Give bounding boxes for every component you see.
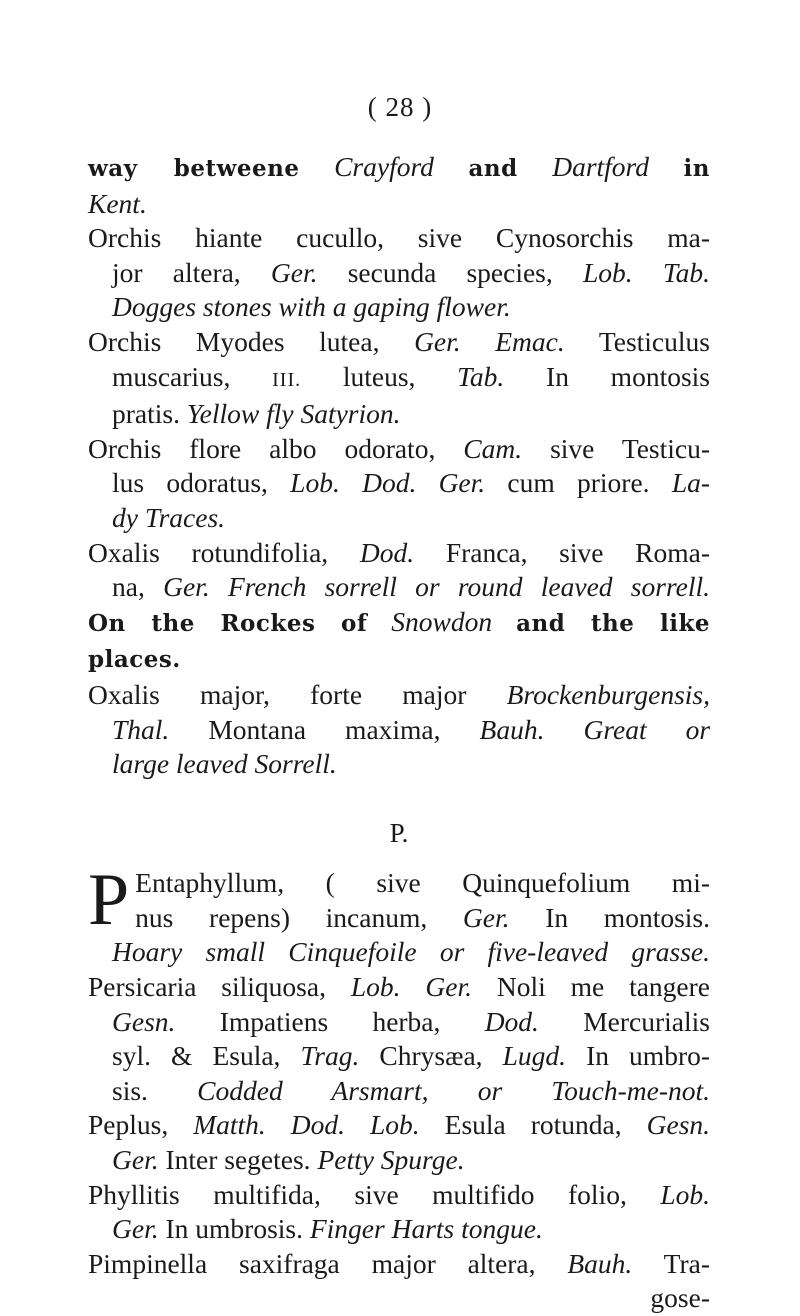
text-line: places. <box>88 646 181 674</box>
section-heading: P. <box>389 817 409 848</box>
page-number: ( 28 ) <box>367 92 433 122</box>
text-line: Dogges stones with a gaping flower. <box>112 291 511 323</box>
text-line: way betweene Crayford and Dartford in <box>88 151 710 182</box>
page-text <box>88 150 710 1316</box>
catchword: gose- <box>650 1282 710 1314</box>
text-line: Ger. In umbrosis. Finger Harts tongue. <box>112 1213 543 1245</box>
text-line: Entaphyllum, ( sive Quinquefolium mi- <box>135 867 710 899</box>
text-line: Persicaria siliquosa, Lob. Ger. Noli me tangere <box>88 971 710 1003</box>
text-line: Orchis hiante cucullo, sive Cynosorchis ma- <box>88 222 710 254</box>
text-line: Kent. <box>88 187 147 219</box>
text-line: syl. & Esula, Trag. Chrysæa, Lugd. In umbro- <box>112 1040 711 1072</box>
text-line: Orchis Myodes lutea, Ger. Emac. Testiculus <box>88 325 710 357</box>
text-line: pratis. Yellow fly Satyrion. <box>112 398 401 430</box>
drop-cap: P <box>88 859 130 942</box>
text-line: Hoary small Cinquefoile or five-leaved grasse. <box>112 936 710 968</box>
text-line: Peplus, Matth. Dod. Lob. Esula rotunda, Gesn. <box>88 1109 711 1141</box>
text-line: sis. Codded Arsmart, or Touch-me-not. <box>112 1074 711 1106</box>
text-line: Thal. Montana maxima, Bauh. Great or <box>112 713 711 745</box>
text-line: na, Ger. French sorrell or round leaved sorrell. <box>112 571 710 603</box>
text-line: lus odoratus, Lob. Dod. Ger. cum priore. La- <box>112 467 711 499</box>
text-line: large leaved Sorrell. <box>112 748 337 780</box>
text-line: nus repens) incanum, Ger. In montosis. <box>135 901 710 933</box>
text-line: Oxalis rotundifolia, Dod. Franca, sive Roma- <box>88 536 711 568</box>
text-line: Oxalis major, forte major Brockenburgensis, <box>88 678 710 710</box>
text-line: muscarius, III. luteus, Tab. In montosis <box>112 360 711 392</box>
text-line: Pimpinella saxifraga major altera, Bauh. Tra- <box>88 1247 710 1279</box>
entry-first-paragraph <box>88 859 710 942</box>
text-line: dy Traces. <box>112 501 226 533</box>
text-line: Orchis flore albo odorato, Cam. sive Testicu- <box>88 432 711 464</box>
text-line: jor altera, Ger. secunda species, Lob. Tab. <box>112 256 710 288</box>
text-line: Phyllitis multifida, sive multifido folio, Lob. <box>88 1178 710 1210</box>
text-line: On the Rockes of Snowdon and the like <box>88 605 711 637</box>
text-line: Ger. Inter segetes. Petty Spurge. <box>112 1144 465 1176</box>
text-line: Gesn. Impatiens herba, Dod. Mercurialis <box>112 1005 710 1037</box>
